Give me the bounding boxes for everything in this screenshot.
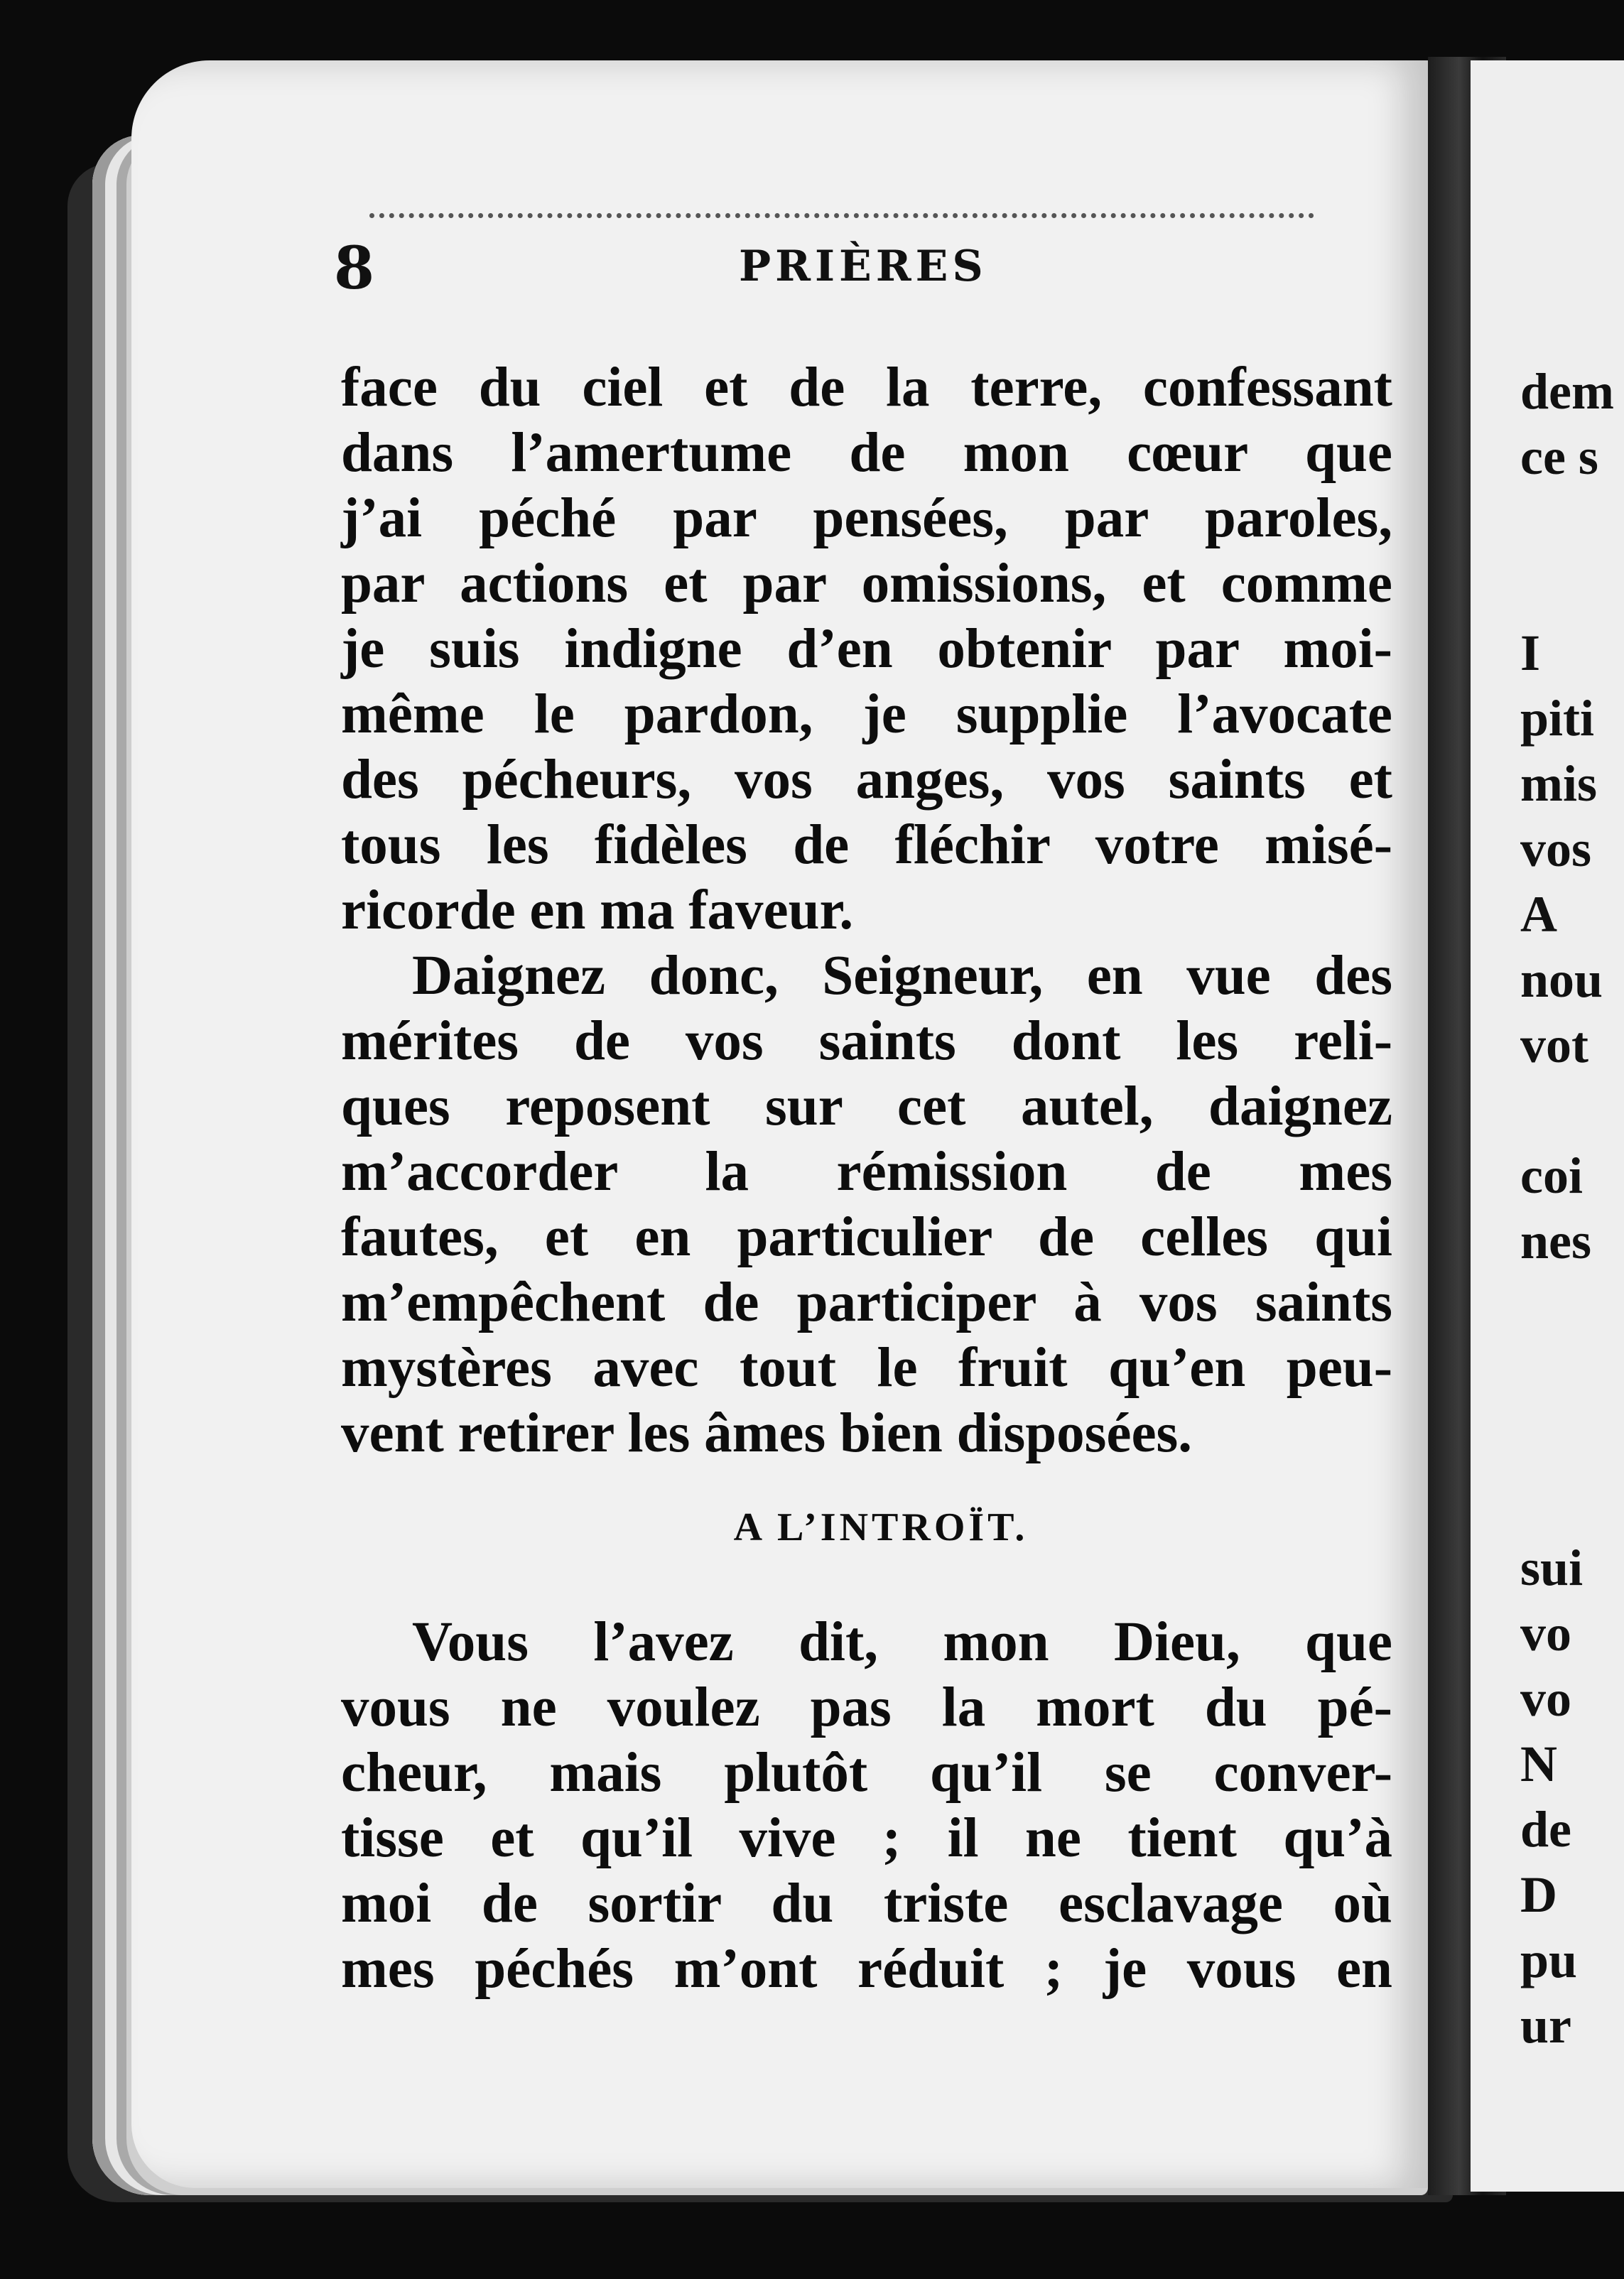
paragraph-2 bbox=[341, 943, 1392, 1466]
text-line: vent retirer les âmes bien disposées. bbox=[341, 1402, 1193, 1464]
text-line: tisse et qu’il vive ; il ne tient qu’à bbox=[341, 1807, 1392, 1869]
text-line: mérites de vos saints dont les reli- bbox=[341, 1010, 1392, 1072]
text-line: fautes, et en particulier de celles qui bbox=[341, 1206, 1392, 1268]
text-line: cheur, mais plutôt qu’il se conver- bbox=[341, 1742, 1392, 1804]
facing-page-fragment: nou bbox=[1520, 951, 1603, 1008]
facing-page-fragment: piti bbox=[1520, 690, 1595, 747]
facing-page-fragment: dem bbox=[1520, 363, 1614, 420]
header-rule bbox=[369, 213, 1314, 218]
facing-page-text bbox=[1520, 359, 1614, 2058]
facing-page-fragment: ce s bbox=[1520, 428, 1598, 485]
paragraph-1 bbox=[341, 355, 1392, 943]
text-line: j’ai péché par pensées, par paroles, bbox=[341, 487, 1392, 549]
text-line: je suis indigne d’en obtenir par moi- bbox=[341, 618, 1392, 680]
text-line: Daignez donc, Seigneur, en vue des bbox=[412, 945, 1392, 1007]
text-line: par actions et par omissions, et comme bbox=[341, 553, 1392, 615]
facing-page-fragment: vo bbox=[1520, 1605, 1571, 1662]
text-line: ricorde en ma faveur. bbox=[341, 879, 854, 941]
facing-page-fragment bbox=[1520, 1470, 1614, 1535]
facing-page-fragment bbox=[1520, 1078, 1614, 1143]
section-heading: A L’INTROÏT. bbox=[733, 1505, 1029, 1549]
facing-page-fragment bbox=[1520, 489, 1614, 555]
facing-page-fragment bbox=[1520, 1404, 1614, 1470]
facing-page-fragment: vot bbox=[1520, 1017, 1588, 1073]
text-line: mes péchés m’ont réduit ; je vous en bbox=[341, 1938, 1392, 2000]
facing-page-fragment: I bbox=[1520, 624, 1541, 681]
page-header bbox=[334, 234, 1400, 303]
text-line: vous ne voulez pas la mort du pé- bbox=[341, 1677, 1392, 1738]
facing-page-fragment: mis bbox=[1520, 755, 1597, 812]
text-line: des pécheurs, vos anges, vos saints et bbox=[341, 749, 1392, 811]
facing-page-fragment: sui bbox=[1520, 1539, 1584, 1596]
facing-page-fragment: de bbox=[1520, 1801, 1571, 1858]
facing-page-fragment bbox=[1520, 1274, 1614, 1339]
text-line: ques reposent sur cet autel, daignez bbox=[341, 1076, 1392, 1137]
text-line: dans l’amertume de mon cœur que bbox=[341, 422, 1392, 484]
text-line: tous les fidèles de fléchir votre misé- bbox=[341, 814, 1392, 876]
running-title: PRIÈRES bbox=[739, 242, 987, 291]
facing-page-fragment bbox=[1520, 1339, 1614, 1404]
facing-page-fragment: ur bbox=[1520, 1997, 1571, 2054]
facing-page-fragment: pu bbox=[1520, 1932, 1578, 1988]
text-line: m’accorder la rémission de mes bbox=[341, 1141, 1392, 1203]
facing-page-fragment: N bbox=[1520, 1736, 1557, 1792]
text-line: moi de sortir du triste esclavage où bbox=[341, 1873, 1392, 1934]
facing-page-fragment: coi bbox=[1520, 1147, 1583, 1204]
text-line: face du ciel et de la terre, confessant bbox=[341, 357, 1392, 418]
facing-page-fragment: A bbox=[1520, 886, 1557, 943]
facing-page-fragment: D bbox=[1520, 1866, 1557, 1923]
body-text bbox=[341, 355, 1392, 2002]
paragraph-3 bbox=[341, 1610, 1392, 2002]
text-line: même le pardon, je supplie l’avocate bbox=[341, 683, 1392, 745]
page-number: 8 bbox=[334, 234, 375, 303]
text-line: m’empêchent de participer à vos saints bbox=[341, 1272, 1392, 1333]
text-line: mystères avec tout le fruit qu’en peu- bbox=[341, 1337, 1392, 1399]
facing-page-fragment: nes bbox=[1520, 1213, 1592, 1270]
facing-page-fragment: vos bbox=[1520, 821, 1592, 877]
facing-page-fragment: vo bbox=[1520, 1670, 1571, 1727]
text-line: Vous l’avez dit, mon Dieu, que bbox=[412, 1611, 1392, 1673]
facing-page-fragment bbox=[1520, 555, 1614, 620]
